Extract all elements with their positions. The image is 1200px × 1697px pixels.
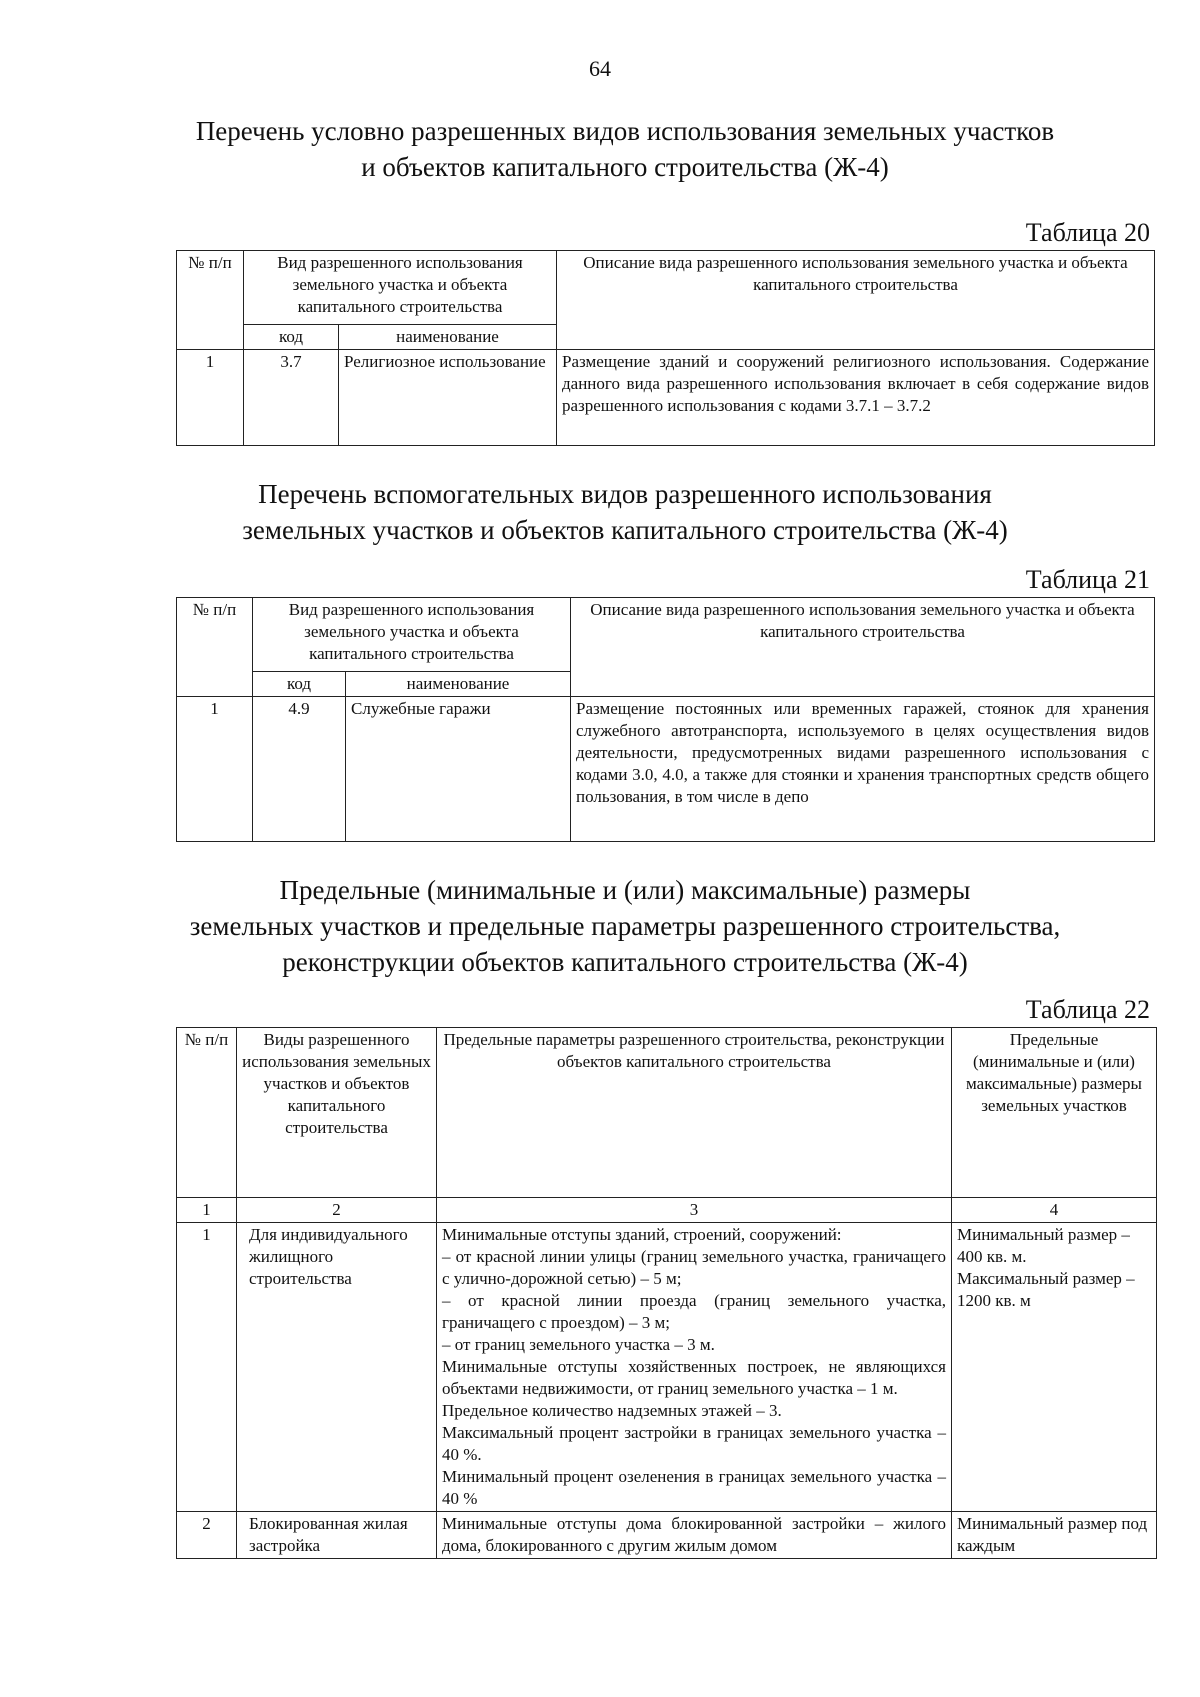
table-row (177, 1512, 1157, 1559)
t22-row2-param-1: Минимальные отступы дома блокированной застройки – жилого дома, блокированного с другим жилым домом (442, 1514, 946, 1555)
t21-row1-description: Размещение постоянных или временных гаражей, стоянок для хранения служебного автотранспорта, используемого в целях осуществления видов деятельности, предусмотренных видами разрешенного использования с кодами 3.0, 4.0, а также для стоянки и хранения транспортных средств общего пользования, в том числе в депо (571, 697, 1155, 842)
section2-heading-line2: земельных участков и объектов капитального строительства (Ж-4) (242, 515, 1008, 545)
t22-row1-param-3: – от красной линии проезда (границ земельного участка, граничащего с проездом) – 3 м; (442, 1291, 946, 1332)
t22-row1-param-2: – от красной линии улицы (границ земельного участка, граничащего с улично-дорожной сетью) – 5 м; (442, 1247, 946, 1288)
t22-row1-param-1: Минимальные отступы зданий, строений, сооружений: (442, 1225, 842, 1244)
table-row (177, 350, 1155, 446)
t20-header-code: код (244, 325, 339, 350)
table22-caption: Таблица 22 (1025, 995, 1150, 1024)
t22-row1-param-5: Минимальные отступы хозяйственных построек, не являющихся объектами недвижимости, от границ земельного участка – 1 м. (442, 1357, 946, 1398)
t20-header-type-of-use: Вид разрешенного использования земельного участка и объекта капитального строительства (244, 251, 557, 325)
section1-heading (175, 113, 1075, 185)
t22-header-sizes: Предельные (минимальные и (или) максимальные) размеры земельных участков (952, 1028, 1157, 1198)
t20-header-name: наименование (339, 325, 557, 350)
t21-row1-num: 1 (177, 697, 253, 842)
t20-header-num: № п/п (177, 251, 244, 350)
t22-colnum-2: 2 (237, 1198, 437, 1223)
t22-colnum-1: 1 (177, 1198, 237, 1223)
section2-heading (175, 476, 1075, 548)
t22-colnum-3: 3 (437, 1198, 952, 1223)
t22-row2-size-1: Минимальный размер под каждым (957, 1514, 1148, 1555)
t21-header-type-of-use: Вид разрешенного использования земельного участка и объекта капитального строительства (253, 598, 571, 672)
section2-heading-line1: Перечень вспомогательных видов разрешенного использования (258, 479, 992, 509)
t22-row1-param-8: Минимальный процент озеленения в границах земельного участка – 40 % (442, 1467, 946, 1508)
t22-row1-type: Для индивидуального жилищного строительства (237, 1223, 437, 1512)
section3-heading-line3: реконструкции объектов капитального строительства (Ж-4) (282, 947, 968, 977)
t20-row1-code: 3.7 (244, 350, 339, 446)
t22-row1-num: 1 (177, 1223, 237, 1512)
table-20 (176, 250, 1155, 446)
t22-colnum-4: 4 (952, 1198, 1157, 1223)
t20-header-description: Описание вида разрешенного использования земельного участка и объекта капитального строительства (557, 251, 1155, 350)
table-22 (176, 1027, 1157, 1559)
t21-header-num: № п/п (177, 598, 253, 697)
t22-row1-size-2: Максимальный размер – 1200 кв. м (957, 1269, 1135, 1310)
t21-header-description: Описание вида разрешенного использования земельного участка и объекта капитального строительства (571, 598, 1155, 697)
t22-row2-sizes (952, 1512, 1157, 1559)
section3-heading-line1: Предельные (минимальные и (или) максимальные) размеры (279, 875, 971, 905)
page-number: 64 (589, 56, 611, 81)
t22-row1-param-6: Предельное количество надземных этажей – 3. (442, 1401, 782, 1420)
t22-header-num: № п/п (177, 1028, 237, 1198)
t21-header-name: наименование (346, 672, 571, 697)
section1-heading-line2: и объектов капитального строительства (Ж-4) (361, 152, 889, 182)
section3-heading-line2: земельных участков и предельные параметры разрешенного строительства, (189, 911, 1061, 941)
t22-row1-param-4: – от границ земельного участка – 3 м. (442, 1335, 715, 1354)
table-21 (176, 597, 1155, 842)
table-row (177, 697, 1155, 842)
table21-caption: Таблица 21 (1025, 565, 1150, 594)
t21-header-code: код (253, 672, 346, 697)
table20-caption: Таблица 20 (1025, 218, 1150, 247)
table-row (177, 1223, 1157, 1512)
t20-row1-name: Религиозное использование (339, 350, 557, 446)
t22-row2-type: Блокированная жилая застройка (237, 1512, 437, 1559)
t22-row1-size-1: Минимальный размер – 400 кв. м. (957, 1225, 1130, 1266)
t22-row2-params (437, 1512, 952, 1559)
t20-row1-num: 1 (177, 350, 244, 446)
t22-row1-sizes (952, 1223, 1157, 1512)
t21-row1-code: 4.9 (253, 697, 346, 842)
t22-header-types: Виды разрешенного использования земельных участков и объектов капитального строительства (237, 1028, 437, 1198)
t22-row2-num: 2 (177, 1512, 237, 1559)
t20-row1-description: Размещение зданий и сооружений религиозного использования. Содержание данного вида разрешенного использования включает в себя содержание видов разрешенного использования с кодами 3.7.1 – 3.7.2 (557, 350, 1155, 446)
t22-header-params: Предельные параметры разрешенного строительства, реконструкции объектов капитального строительства (437, 1028, 952, 1198)
section1-heading-line1: Перечень условно разрешенных видов использования земельных участков (195, 116, 1055, 146)
section3-heading (150, 872, 1100, 980)
t22-row1-params (437, 1223, 952, 1512)
t21-row1-name: Служебные гаражи (346, 697, 571, 842)
t22-row1-param-7: Максимальный процент застройки в границах земельного участка – 40 %. (442, 1423, 946, 1464)
